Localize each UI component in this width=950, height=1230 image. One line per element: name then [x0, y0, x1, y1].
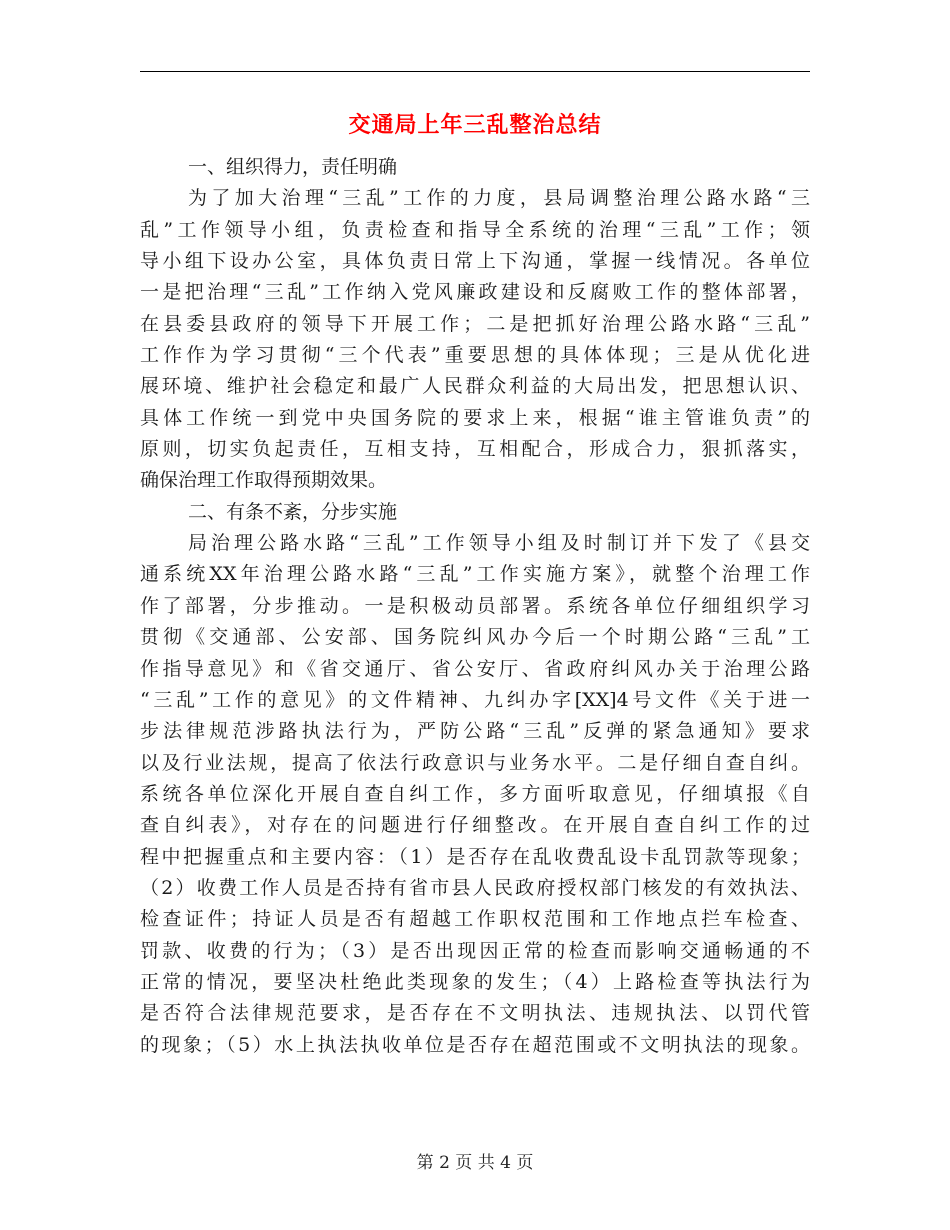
text-line: 查自纠表》，对存在的问题进行仔细整改。在开展自查自纠工作的过 [140, 814, 810, 837]
text-line: 贯彻《交通部、公安部、国务院纠风办今后一个时期公路“三乱”工 [140, 626, 810, 649]
text-line: 一是把治理“三乱”工作纳入党风廉政建设和反腐败工作的整体部署， [140, 281, 810, 304]
document-title: 交通局上年三乱整治总结 [348, 113, 602, 138]
text-line: 程中把握重点和主要内容：（1）是否存在乱收费乱设卡乱罚款等现象； [140, 845, 810, 868]
text-line: 二、有条不紊，分步实施 [188, 500, 398, 523]
text-line: “三乱”工作的意见》的文件精神、九纠办字[XX]4号文件《关于进一 [140, 688, 810, 711]
header-rule [140, 71, 810, 72]
text-line: 以及行业法规，提高了依法行政意识与业务水平。二是仔细自查自纠。 [140, 751, 810, 774]
text-line: 系统各单位深化开展自查自纠工作，多方面听取意见，仔细填报《自 [140, 782, 810, 805]
text-line: 局治理公路水路“三乱”工作领导小组及时制订并下发了《县交 [188, 532, 810, 555]
text-line: 确保治理工作取得预期效果。 [140, 469, 388, 492]
text-line: 作了部署，分步推动。一是积极动员部署。系统各单位仔细组织学习 [140, 594, 810, 617]
text-line: 工作作为学习贯彻“三个代表”重要思想的具体体现；三是从优化进 [140, 344, 810, 367]
text-line: 乱”工作领导小组，负责检查和指导全系统的治理“三乱”工作；领 [140, 218, 810, 241]
text-line: 作指导意见》和《省交通厅、省公安厅、省政府纠风办关于治理公路 [140, 657, 810, 680]
text-line: 通系统XX年治理公路水路“三乱”工作实施方案》，就整个治理工作 [140, 563, 810, 586]
text-line: 为了加大治理“三乱”工作的力度，县局调整治理公路水路“三 [188, 187, 810, 210]
text-line: 的现象；（5）水上执法执收单位是否存在超范围或不文明执法的现象。 [140, 1033, 810, 1056]
page-footer: 第 2 页 共 4 页 [416, 1153, 534, 1173]
text-line: 正常的情况，要坚决杜绝此类现象的发生；（4）上路检查等执法行为 [140, 970, 810, 993]
text-line: 是否符合法律规范要求，是否存在不文明执法、违规执法、以罚代管 [140, 1002, 810, 1025]
text-line: 步法律规范涉路执法行为，严防公路“三乱”反弹的紧急通知》要求 [140, 720, 810, 743]
text-line: 展环境、维护社会稳定和最广人民群众利益的大局出发，把思想认识、 [140, 375, 810, 398]
text-line: 原则，切实负起责任，互相支持，互相配合，形成合力，狠抓落实， [140, 438, 810, 461]
text-line: 导小组下设办公室，具体负责日常上下沟通，掌握一线情况。各单位 [140, 250, 810, 273]
text-line: 在县委县政府的领导下开展工作；二是把抓好治理公路水路“三乱” [140, 312, 810, 335]
text-line: 具体工作统一到党中央国务院的要求上来，根据“谁主管谁负责”的 [140, 406, 810, 429]
document-body [140, 152, 810, 1061]
text-line: 检查证件；持证人员是否有超越工作职权范围和工作地点拦车检查、 [140, 908, 810, 931]
text-line: 罚款、收费的行为；（3）是否出现因正常的检查而影响交通畅通的不 [140, 939, 810, 962]
text-line: 一、组织得力，责任明确 [188, 156, 398, 178]
text-line: （2）收费工作人员是否持有省市县人民政府授权部门核发的有效执法、 [140, 876, 810, 899]
